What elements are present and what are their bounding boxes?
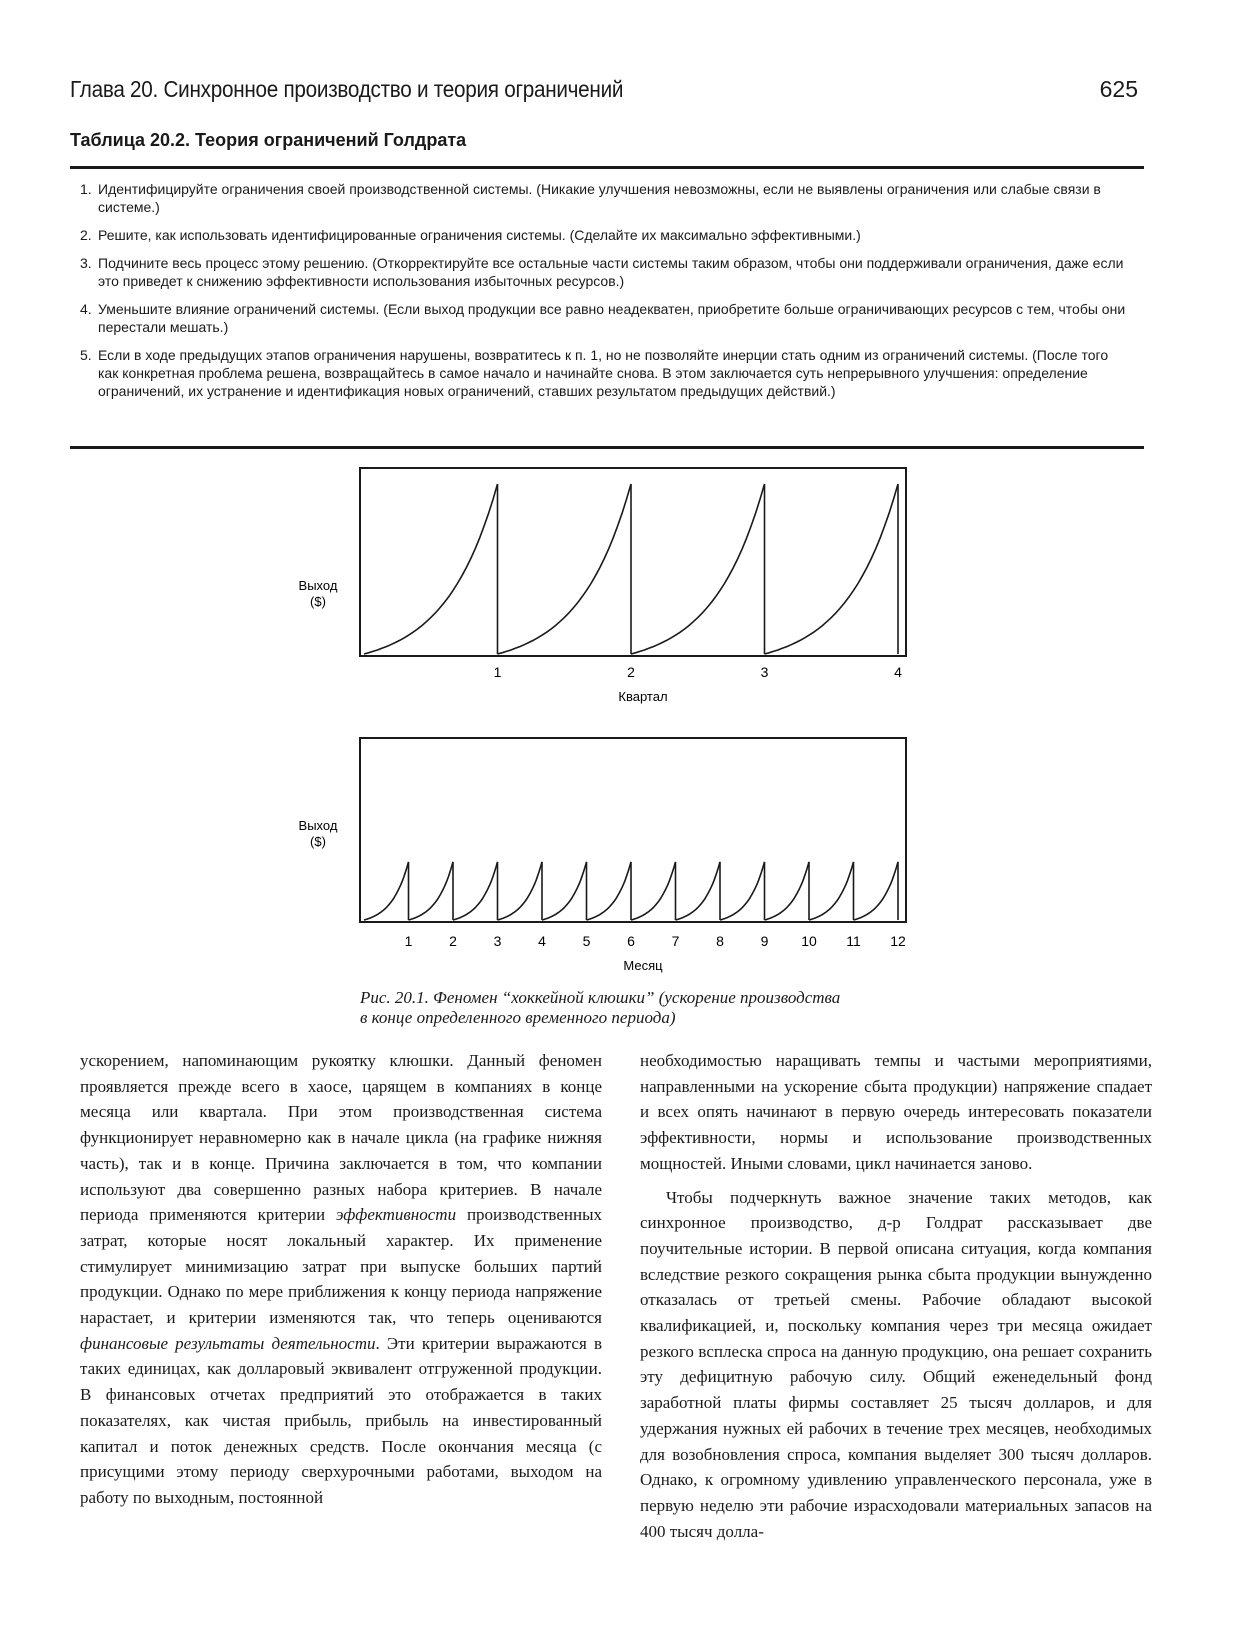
- step-text: Решите, как использовать идентифицированные ограничения системы. (Сделайте их максимально эффективными.): [98, 227, 861, 243]
- series-curve: [498, 484, 632, 654]
- table-caption: Таблица 20.2. Теория ограничений Голдрата: [70, 130, 467, 150]
- x-axis-label: Месяц: [623, 958, 663, 973]
- x-tick-label: 5: [582, 933, 591, 949]
- figure-caption: [360, 988, 960, 1028]
- series-curve: [364, 484, 498, 654]
- table-step: [80, 226, 1128, 244]
- series-curve: [498, 862, 543, 920]
- x-tick-label: 4: [538, 933, 546, 949]
- x-tick-label: 11: [846, 933, 861, 949]
- series-curve: [809, 862, 854, 920]
- table-step: [80, 346, 1128, 400]
- series-curve: [542, 862, 587, 920]
- x-tick-label: 10: [801, 933, 817, 949]
- x-tick-label: 8: [716, 933, 724, 949]
- chart-frame: [360, 738, 906, 922]
- table-step: [80, 254, 1128, 290]
- table-top-rule: [70, 166, 1144, 169]
- body-paragraph: необходимостью наращивать темпы и частыми мероприятиями, направленными на ускорение сбыта продукции) напряжение спадает и всех опять начинают в первую очередь интересовать показатели эффективности, нормы и использование производственных мощностей. Иными словами, цикл начинается заново.: [640, 1051, 1152, 1173]
- step-text: Если в ходе предыдущих этапов ограничения нарушены, возвратитесь к п. 1, но не позволяйте инерции стать одним из ограничений системы. (После того как конкретная проблема решена, возвращайтесь в самое начало и начинайте снова. В этом заключается суть непрерывного улучшения: определение ограничений, их устранение и идентификация новых ограничений, ставших результатом предыдущих действий.): [98, 347, 1109, 399]
- table-step: [80, 300, 1128, 336]
- body-text: . Эти критерии выражаются в таких единицах, как долларовый эквивалент отгруженной продукции. В финансовых отчетах предприятий это отображается в таких показателях, как чистая прибыль, прибыль на инвестированный капитал и поток денежных средств. После окончания месяца (с присущими этому периоду сверхурочными работами, выходом на работу по выходным, постоянной: [80, 1333, 602, 1507]
- x-tick-label: 6: [627, 933, 635, 949]
- x-tick-label: 7: [671, 933, 680, 949]
- series-curve: [364, 862, 409, 920]
- body-text: ускорением, напоминающим рукоятку клюшки. Данный феномен проявляется прежде всего в хаосе, царящем в компаниях в конце месяца или квартала. При этом производственная система функционирует неравномерно как в начале цикла (на графике нижняя часть), так и в конце. Причина заключается в том, что компании используют два совершенно разных набора критериев. В начале периода применяются критерии: [80, 1051, 602, 1225]
- series-curve: [631, 862, 676, 920]
- x-axis-label: Квартал: [618, 689, 668, 704]
- series-curve: [631, 484, 765, 654]
- page-number: 625: [1099, 76, 1138, 102]
- y-axis-label: Выход: [298, 818, 338, 833]
- step-number: 1.: [80, 181, 92, 197]
- series-curve: [676, 862, 721, 920]
- x-tick-label: 9: [760, 933, 769, 949]
- x-tick-label: 4: [894, 664, 902, 680]
- figure-caption-line1: Рис. 20.1. Феномен “хоккейной клюшки” (ускорение производства: [360, 988, 841, 1007]
- step-number: 2.: [80, 227, 92, 243]
- running-title: Глава 20. Синхронное производство и теория ограничений: [70, 76, 624, 102]
- series-curve: [587, 862, 632, 920]
- body-column-right: [640, 1048, 1152, 1544]
- body-paragraph: [80, 1048, 602, 1511]
- series-curve: [409, 862, 454, 920]
- step-number: 5.: [80, 347, 92, 363]
- y-axis-label-unit: ($): [310, 834, 326, 849]
- series-curve: [453, 862, 498, 920]
- step-text: Идентифицируйте ограничения своей производственной системы. (Никакие улучшения невозможны, если не выявлены ограничения или слабые связи в системе.): [98, 181, 1101, 215]
- step-number: 3.: [80, 255, 92, 271]
- body-text: производственных затрат, которые носят локальный характер. Их применение стимулирует минимизацию затрат при выпуске больших партий продукции. Однако по мере приближения к концу периода напряжение нарастает, и критерии изменяются так, что теперь оцениваются: [80, 1205, 602, 1328]
- x-tick-label: 3: [760, 664, 769, 680]
- x-tick-label: 3: [493, 933, 502, 949]
- table-bottom-rule: [70, 446, 1144, 449]
- body-emphasis: эффективности: [335, 1205, 457, 1225]
- series-curve: [765, 862, 810, 920]
- step-text: Подчините весь процесс этому решению. (Откорректируйте все остальные части системы таким образом, чтобы они поддерживали ограничения, даже если это приведет к снижению эффективности использования избыточных ресурсов.): [98, 255, 1124, 289]
- x-tick-label: 1: [404, 933, 413, 949]
- series-curve: [720, 862, 765, 920]
- table-steps-list: [80, 180, 1128, 410]
- table-step: [80, 180, 1128, 216]
- y-axis-label: Выход: [298, 578, 338, 593]
- running-head: [70, 72, 1138, 112]
- body-column-left: [80, 1048, 602, 1511]
- series-curve: [854, 862, 899, 920]
- x-tick-label: 2: [449, 933, 457, 949]
- x-tick-label: 1: [493, 664, 502, 680]
- chart-frame: [360, 468, 906, 656]
- figure-caption-line2: в конце определенного временного периода): [360, 1008, 676, 1027]
- body-emphasis: финансовые результаты деятельности: [80, 1333, 376, 1353]
- x-tick-label: 2: [627, 664, 635, 680]
- y-axis-label-unit: ($): [310, 594, 326, 609]
- series-curve: [765, 484, 899, 654]
- x-tick-label: 12: [890, 933, 906, 949]
- body-paragraph: Чтобы подчеркнуть важное значение таких методов, как синхронное производство, д-р Голдрат рассказывает две поучительные истории. В первой описана ситуация, когда компания вследствие резкого сокращения рынка сбыта продукции вынужденно отказалась от третьей смены. Рабочие обладают высокой квалификацией, и, поскольку компания через три месяца ожидает резкого всплеска спроса на данную продукцию, она решает сохранить эту дефицитную рабочую силу. Общий еженедельный фонд заработной платы фирмы составляет 25 тысяч долларов, и для удержания нужных ей рабочих в течение трех месяцев, необходимых для возобновления спроса, компания выделяет 300 тысяч долларов. Однако, к огромному удивлению управленческого персонала, уже в первую неделю эти рабочие израсходовали материальных запасов на 400 тысяч долла-: [640, 1187, 1152, 1541]
- step-number: 4.: [80, 301, 92, 317]
- step-text: Уменьшите влияние ограничений системы. (Если выход продукции все равно неадекватен, приобретите больше ограничивающих ресурсов с тем, чтобы они перестали мешать.): [98, 301, 1126, 335]
